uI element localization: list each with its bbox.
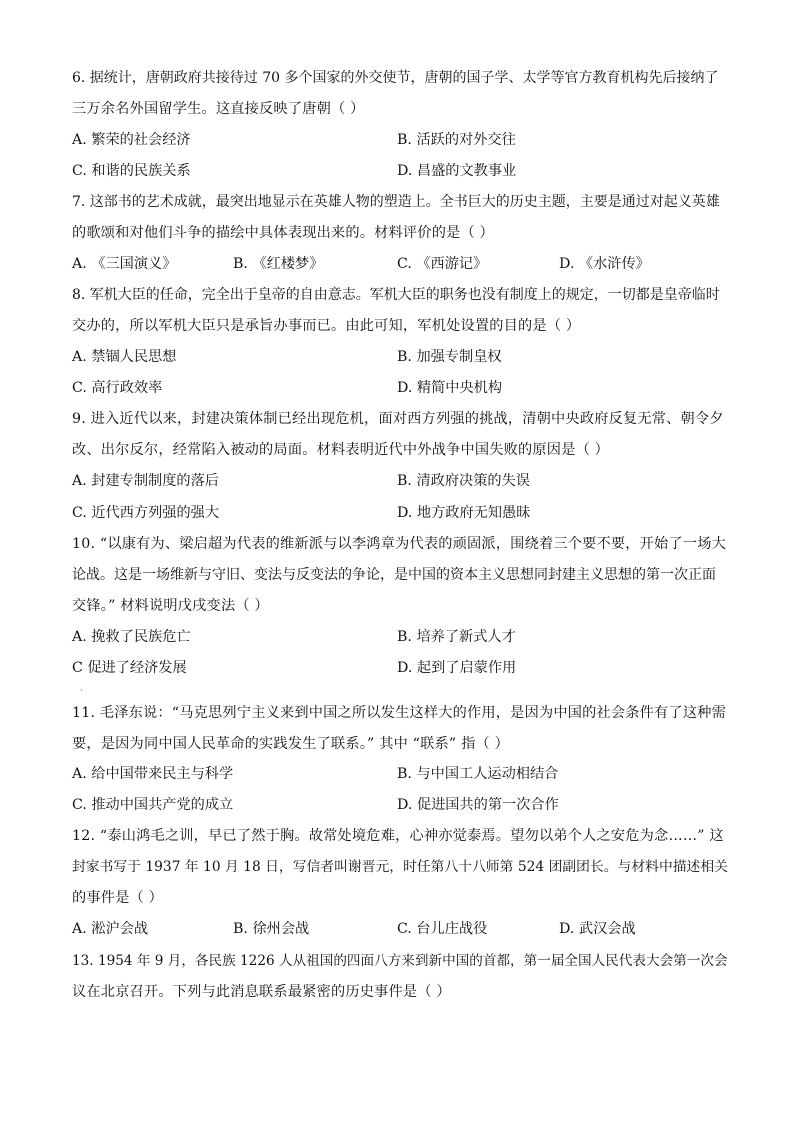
question-9-option-c: C. 近代西方列强的强大 <box>72 505 220 521</box>
question-10-option-d: D. 起到了启蒙作用 <box>397 660 517 676</box>
question-6-option-b: B. 活跃的对外交往 <box>397 132 516 148</box>
question-6-option-c: C. 和谐的民族关系 <box>72 163 191 179</box>
question-6-option-a: A. 繁荣的社会经济 <box>72 132 191 148</box>
question-8-line-2: 交办的，所以军机大臣只是承旨办事而已。由此可知，军机处设置的目的是（ ） <box>72 318 581 334</box>
question-7-line-2: 的歌颂和对他们斗争的描绘中具体表现出来的。材料评价的是（ ） <box>72 225 494 241</box>
question-12-line-2: 封家书写于 1937 年 10 月 18 日，写信者叫谢晋元，时任第八十八师第 524 团副团长。与材料中描述相关 <box>72 859 728 875</box>
question-13-line-2: 议在北京召开。下列与此消息联系最紧密的历史事件是（ ） <box>72 984 451 1000</box>
question-10-option-c: C 促进了经济发展 <box>72 660 187 676</box>
question-10-line-3: 交锋。” 材料说明戊戌变法（ ） <box>72 598 269 614</box>
question-11-option-b: B. 与中国工人运动相结合 <box>397 766 559 782</box>
question-9-option-d: D. 地方政府无知愚昧 <box>397 505 531 521</box>
question-11-option-c: C. 推动中国共产党的成立 <box>72 797 234 813</box>
question-12-line-3: 的事件是（ ） <box>72 890 164 906</box>
question-7-option-a: A. 《三国演义》 <box>72 256 177 272</box>
question-6-line-2: 三万余名外国留学生。这直接反映了唐朝（ ） <box>72 101 365 117</box>
stray-mark: · <box>80 686 83 695</box>
question-12-option-b: B. 徐州会战 <box>233 921 310 937</box>
question-9-option-a: A. 封建专制制度的落后 <box>72 473 219 489</box>
question-9-line-2: 改、出尔反尔，经常陷入被动的局面。材料表明近代中外战争中国失败的原因是（ ） <box>72 442 610 458</box>
question-9-option-b: B. 清政府决策的失误 <box>397 473 530 489</box>
question-6-option-d: D. 昌盛的文教事业 <box>397 163 517 179</box>
question-12-option-a: A. 淞沪会战 <box>72 921 149 937</box>
question-12-option-d: D. 武汉会战 <box>559 921 636 937</box>
question-7-option-d: D. 《水浒传》 <box>559 256 650 272</box>
question-12-option-c: C. 台儿庄战役 <box>397 921 488 937</box>
question-6-line-1: 6. 据统计，唐朝政府共接待过 70 多个国家的外交使节，唐朝的国子学、太学等官方教育机构先后接纳了 <box>72 70 719 86</box>
question-11-line-1: 11. 毛泽东说：“马克思列宁主义来到中国之所以发生这样大的作用，是因为中国的社会条件有了这种需 <box>72 705 726 721</box>
question-12-line-1: 12. “泰山鸿毛之训，早已了然于胸。故常处境危难，心神亦觉泰焉。望勿以弟个人之安危为念……” 这 <box>72 828 724 844</box>
question-11-option-a: A. 给中国带来民主与科学 <box>72 766 234 782</box>
question-10-option-a: A. 挽救了民族危亡 <box>72 629 191 645</box>
question-7-line-1: 7. 这部书的艺术成就，最突出地显示在英雄人物的塑造上。全书巨大的历史主题，主要是通过对起义英雄 <box>72 194 720 210</box>
question-8-option-a: A. 禁锢人民思想 <box>72 349 177 365</box>
question-9-line-1: 9. 进入近代以来，封建决策体制已经出现危机，面对西方列强的挑战，清朝中央政府反复无常、朝令夕 <box>72 411 724 427</box>
question-10-line-1: 10. “以康有为、梁启超为代表的维新派与以李鸿章为代表的顽固派，围绕着三个要不要，开始了一场大 <box>72 536 726 552</box>
question-8-line-1: 8. 军机大臣的任命，完全出于皇帝的自由意志。军机大臣的职务也没有制度上的规定，一切都是皇帝临时 <box>72 287 720 303</box>
question-13-line-1: 13. 1954 年 9 月，各民族 1226 人从祖国的四面八方来到新中国的首都，第一届全国人民代表大会第一次会 <box>72 953 728 969</box>
question-8-option-b: B. 加强专制皇权 <box>397 349 502 365</box>
question-8-option-c: C. 高行政效率 <box>72 380 163 396</box>
question-11-option-d: D. 促进国共的第一次合作 <box>397 797 559 813</box>
question-7-option-c: C. 《西游记》 <box>397 256 488 272</box>
question-10-option-b: B. 培养了新式人才 <box>397 629 516 645</box>
question-8-option-d: D. 精简中央机构 <box>397 380 503 396</box>
question-7-option-b: B. 《红楼梦》 <box>233 256 324 272</box>
question-10-line-2: 论战。这是一场维新与守旧、变法与反变法的争论，是中国的资本主义思想同封建主义思想的第一次正面 <box>72 567 716 583</box>
question-11-line-2: 要，是因为同中国人民革命的实践发生了联系。” 其中 “联系” 指（ ） <box>72 736 509 752</box>
